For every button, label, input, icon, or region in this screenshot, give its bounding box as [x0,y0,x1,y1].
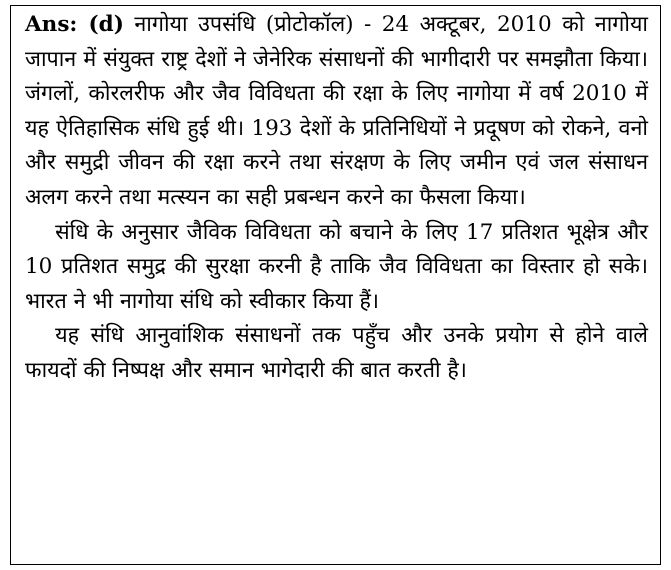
answer-paragraph-1 [25,8,648,216]
answer-box [10,5,661,565]
answer-paragraph-1-text: नागोया उपसंधि (प्रोटोकॉल) - 24 अक्टूबर, 2010 को नागोया जापान में संयुक्त राष्ट्र देशों ने जेनेरिक संसाधनों की भागीदारी पर समझौता किया। जंगलों, कोरलरीफ और जैव विविधता की रक्षा के लिए नागोया में वर्ष 2010 में यह ऐतिहासिक संधि हुई थी। 193 देशों के प्रतिनिधियों ने प्रदूषण को रोकने, वनो और समुद्री जीवन की रक्षा करने तथा संरक्षण के लिए जमीन एवं जल संसाधन अलग करने तथा मत्स्यन का सही प्रबन्धन करने का फैसला किया। [25,12,648,210]
answer-paragraph-2: संधि के अनुसार जैविक विविधता को बचाने के लिए 17 प्रतिशत भूक्षेत्र और 10 प्रतिशत समुद्र की सुरक्षा करनी है ताकि जैव विविधता का विस्तार हो सके। भारत ने भी नागोया संधि को स्वीकार किया हैं। [25,219,648,314]
answer-paragraph-3: यह संधि आनुवांशिक संसाधनों तक पहुँच और उनके प्रयोग से होने वाले फायदों की निष्पक्ष और समान भागेदारी की बात करती है। [25,323,648,383]
answer-label: Ans: (d) [25,12,124,37]
